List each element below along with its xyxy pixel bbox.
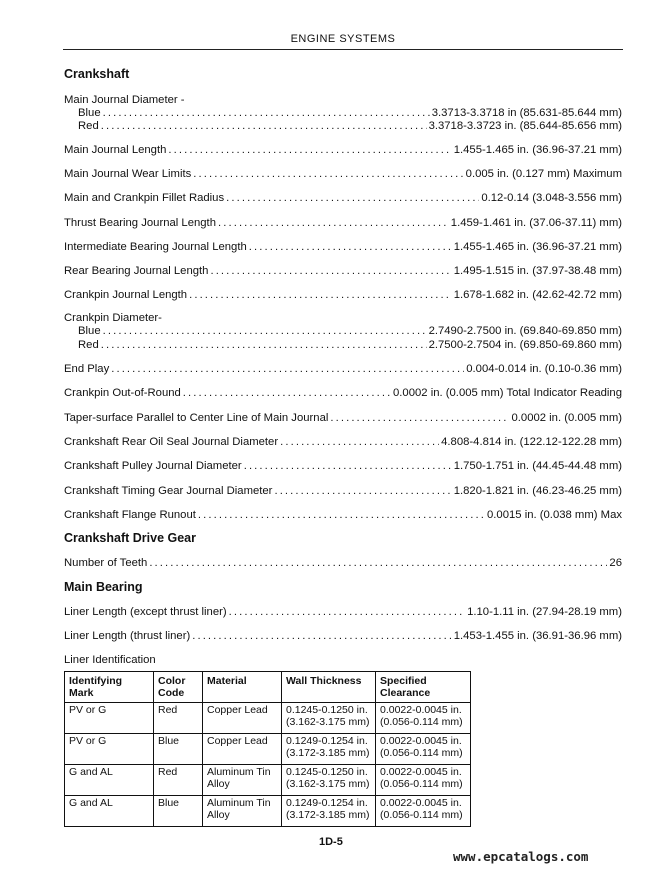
table-cell: Red — [154, 765, 203, 796]
leader-dots — [183, 385, 391, 401]
leader-dots — [249, 239, 452, 255]
spec-value: 1.455-1.465 in. (36.96-37.21 mm) — [453, 241, 622, 253]
leader-dots — [226, 190, 479, 206]
spec-label: Crankshaft Timing Gear Journal Diameter — [64, 485, 273, 497]
spec-value: 4.808-4.814 in. (122.12-122.28 mm) — [441, 436, 622, 448]
leader-dots — [193, 166, 463, 182]
table-cell: Aluminum Tin Alloy — [203, 796, 282, 827]
spec-row — [64, 458, 622, 474]
spec-label: Main and Crankpin Fillet Radius — [64, 192, 225, 204]
spec-row — [64, 361, 622, 377]
main-journal-diameter-label: Main Journal Diameter - — [64, 94, 185, 106]
table-cell: G and AL — [65, 765, 154, 796]
spec-value: 1.820-1.821 in. (46.23-46.25 mm) — [453, 485, 622, 497]
table-cell: 0.0022-0.0045 in. (0.056-0.114 mm) — [376, 734, 471, 765]
spec-value: 0.0002 in. (0.005 mm) — [511, 412, 622, 424]
spec-value: 1.750-1.751 in. (44.45-44.48 mm) — [453, 460, 622, 472]
leader-dots — [189, 287, 452, 303]
column-header: Specified Clearance — [376, 672, 471, 703]
spec-row — [64, 604, 622, 620]
leader-dots — [330, 410, 509, 426]
spec-value: 0.004-0.014 in. (0.10-0.36 mm) — [466, 363, 622, 375]
spec-row — [78, 118, 622, 134]
table-row — [65, 765, 471, 796]
column-header: Wall Thickness — [282, 672, 376, 703]
crankpin-diameter-label: Crankpin Diameter- — [64, 312, 162, 324]
table-cell: 0.0022-0.0045 in. (0.056-0.114 mm) — [376, 796, 471, 827]
table-row — [65, 796, 471, 827]
spec-row — [64, 410, 622, 426]
table-row — [65, 734, 471, 765]
spec-label: Crankshaft Pulley Journal Diameter — [64, 460, 242, 472]
spec-row — [64, 555, 622, 571]
spec-label: Liner Length (thrust liner) — [64, 630, 191, 642]
leader-dots — [274, 483, 451, 499]
spec-row — [78, 337, 622, 353]
table-cell: PV or G — [65, 703, 154, 734]
spec-label: Crankpin Journal Length — [64, 289, 188, 301]
table-cell: 0.1249-0.1254 in. (3.172-3.185 mm) — [282, 734, 376, 765]
spec-label: Main Journal Wear Limits — [64, 168, 192, 180]
spec-value: 3.3713-3.3718 in (85.631-85.644 mm) — [431, 107, 622, 119]
table-cell: 0.1245-0.1250 in. (3.162-3.175 mm) — [282, 765, 376, 796]
spec-value: 0.0015 in. (0.038 mm) Max — [487, 509, 622, 521]
liner-identification-table — [64, 671, 471, 827]
table-cell: 0.1245-0.1250 in. (3.162-3.175 mm) — [282, 703, 376, 734]
spec-label: Intermediate Bearing Journal Length — [64, 241, 247, 253]
leader-dots — [101, 118, 427, 134]
spec-row — [64, 434, 622, 450]
spec-label: Thrust Bearing Journal Length — [64, 217, 216, 229]
spec-row — [64, 263, 622, 279]
table-cell: Aluminum Tin Alloy — [203, 765, 282, 796]
leader-dots — [168, 142, 451, 158]
leader-dots — [192, 628, 451, 644]
spec-value: 1.678-1.682 in. (42.62-42.72 mm) — [453, 289, 622, 301]
spec-label: Number of Teeth — [64, 557, 148, 569]
column-header: Material — [203, 672, 282, 703]
page-header: ENGINE SYSTEMS — [290, 33, 396, 45]
spec-row — [64, 239, 622, 255]
leader-dots — [218, 215, 449, 231]
spec-row — [64, 507, 622, 523]
spec-row — [64, 385, 622, 401]
leader-dots — [101, 337, 427, 353]
spec-value: 1.495-1.515 in. (37.97-38.48 mm) — [453, 265, 622, 277]
spec-label: Liner Length (except thrust liner) — [64, 606, 227, 618]
table-cell: Blue — [154, 796, 203, 827]
spec-label: Red — [78, 120, 99, 132]
liner-identification-label: Liner Identification — [64, 654, 156, 666]
spec-value: 2.7490-2.7500 in. (69.840-69.850 mm) — [428, 325, 622, 337]
column-header: Identifying Mark — [65, 672, 154, 703]
spec-label: Main Journal Length — [64, 144, 167, 156]
leader-dots — [210, 263, 451, 279]
spec-label: End Play — [64, 363, 110, 375]
spec-label: Taper-surface Parallel to Center Line of Main Journal — [64, 412, 329, 424]
leader-dots — [244, 458, 452, 474]
header-rule — [63, 49, 623, 50]
column-header: Color Code — [154, 672, 203, 703]
section-title-drive-gear: Crankshaft Drive Gear — [64, 531, 197, 545]
spec-value: 1.10-1.11 in. (27.94-28.19 mm) — [467, 606, 622, 618]
table-cell: Blue — [154, 734, 203, 765]
spec-label: Crankshaft Flange Runout — [64, 509, 196, 521]
spec-value: 0.12-0.14 (3.048-3.556 mm) — [481, 192, 622, 204]
leader-dots — [198, 507, 485, 523]
spec-row — [64, 166, 622, 182]
spec-row — [64, 287, 622, 303]
section-title-crankshaft: Crankshaft — [64, 67, 130, 81]
spec-value: 1.455-1.465 in. (36.96-37.21 mm) — [453, 144, 622, 156]
spec-value: 1.453-1.455 in. (36.91-36.96 mm) — [453, 630, 622, 642]
spec-value: 26 — [609, 557, 622, 569]
spec-value: 2.7500-2.7504 in. (69.850-69.860 mm) — [428, 339, 622, 351]
spec-row — [64, 628, 622, 644]
section-title-main-bearing: Main Bearing — [64, 580, 143, 594]
spec-row — [64, 190, 622, 206]
table-cell: PV or G — [65, 734, 154, 765]
table-cell: 0.0022-0.0045 in. (0.056-0.114 mm) — [376, 765, 471, 796]
spec-label: Blue — [78, 107, 101, 119]
table-cell: Copper Lead — [203, 734, 282, 765]
spec-row — [64, 215, 622, 231]
spec-label: Blue — [78, 325, 101, 337]
spec-value: 3.3718-3.3723 in. (85.644-85.656 mm) — [428, 120, 622, 132]
spec-label: Red — [78, 339, 99, 351]
spec-value: 0.0002 in. (0.005 mm) Total Indicator Reading — [393, 387, 622, 399]
table-cell: 0.0022-0.0045 in. (0.056-0.114 mm) — [376, 703, 471, 734]
spec-label: Crankpin Out-of-Round — [64, 387, 181, 399]
leader-dots — [280, 434, 439, 450]
table-cell: Red — [154, 703, 203, 734]
spec-row — [64, 483, 622, 499]
table-cell: 0.1249-0.1254 in. (3.172-3.185 mm) — [282, 796, 376, 827]
table-row — [65, 703, 471, 734]
table-cell: G and AL — [65, 796, 154, 827]
page-number: 1D-5 — [319, 836, 343, 848]
spec-row — [64, 142, 622, 158]
leader-dots — [229, 604, 465, 620]
spec-label: Rear Bearing Journal Length — [64, 265, 209, 277]
spec-value: 1.459-1.461 in. (37.06-37.11) mm) — [450, 217, 622, 229]
leader-dots — [149, 555, 607, 571]
table-cell: Copper Lead — [203, 703, 282, 734]
watermark: www.epcatalogs.com — [453, 849, 589, 864]
leader-dots — [111, 361, 464, 377]
table-header-row — [65, 672, 471, 703]
spec-value: 0.005 in. (0.127 mm) Maximum — [465, 168, 622, 180]
spec-label: Crankshaft Rear Oil Seal Journal Diameter — [64, 436, 279, 448]
